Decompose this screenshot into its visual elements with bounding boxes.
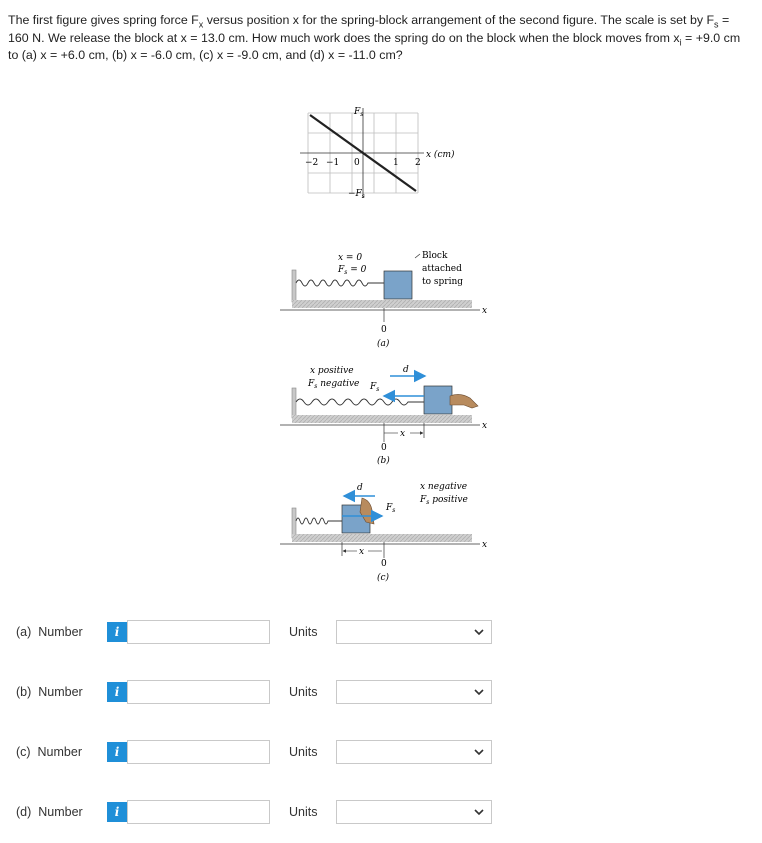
answer-label-a: (a) Number [16, 625, 83, 639]
chevron-down-icon [473, 626, 485, 638]
answer-label-d: (d) Number [16, 805, 83, 819]
panel-c-caption: (c) [377, 573, 390, 583]
panel-b-line1: x positive [310, 366, 354, 376]
graph-x-label: x (cm) [426, 150, 455, 160]
units-select-b[interactable] [336, 680, 492, 704]
panel-b-line2: $F_s$ negative [308, 379, 360, 390]
problem-statement [8, 12, 753, 65]
panel-b-zero: 0 [381, 443, 387, 453]
units-label-a: Units [289, 625, 318, 639]
units-label-d: Units [289, 805, 318, 819]
panel-b-f-label: $F_s$ [370, 382, 380, 393]
force-position-graph [300, 107, 455, 200]
panel-c-wall [292, 508, 296, 538]
spring-block-figure [270, 100, 500, 590]
number-input-b[interactable] [127, 680, 270, 704]
number-input-c[interactable] [127, 740, 270, 764]
panel-b-wall [292, 388, 296, 418]
info-icon[interactable]: i [107, 682, 127, 702]
graph-tick-minus1: −1 [326, 158, 340, 168]
problem-text-1: The first figure gives spring force F [8, 13, 199, 27]
panel-a [280, 251, 487, 349]
panel-b-floor [292, 415, 472, 423]
graph-tick-1: 1 [393, 158, 399, 168]
problem-sub-1: x [198, 19, 204, 30]
panel-a-block-label-2: attached [422, 264, 462, 274]
number-input-a[interactable] [127, 620, 270, 644]
panel-c-line2: $F_s$ positive [420, 495, 468, 506]
info-icon[interactable]: i [107, 742, 127, 762]
answer-row-a [0, 617, 762, 647]
panel-a-block-label-3: to spring [422, 277, 464, 287]
problem-text-3: = 160 N. We release the block at x = 13.0 cm. How much work does the spring do on the block when the block moves from x [8, 13, 730, 45]
chevron-down-icon [473, 806, 485, 818]
answer-label-c: (c) Number [16, 745, 82, 759]
panel-c-floor [292, 534, 472, 542]
graph-fs-bottom-label: $-F_s$ [348, 189, 365, 200]
graph-tick-minus2: −2 [305, 158, 319, 168]
panel-b-caption: (b) [377, 456, 390, 466]
panel-b [280, 365, 487, 466]
units-select-d[interactable] [336, 800, 492, 824]
panel-c-zero: 0 [381, 559, 387, 569]
graph-tick-0: 0 [354, 158, 360, 168]
panel-a-block-label-1: Block [422, 251, 448, 261]
units-select-a[interactable] [336, 620, 492, 644]
problem-text-4: = +9.0 cm to (a) x = +6.0 cm, (b) x = -6.0 cm, (c) x = -9.0 cm, and (d) x = -11.0 cm? [8, 30, 741, 62]
panel-a-spring [296, 280, 384, 286]
units-select-c[interactable] [336, 740, 492, 764]
units-label-c: Units [289, 745, 318, 759]
problem-sub-2: s [714, 19, 719, 30]
graph-fs-top-label: $F_s$ [354, 107, 364, 118]
chevron-down-icon [473, 746, 485, 758]
panel-b-x-axis-label: x [482, 421, 488, 431]
answer-label-b: (b) Number [16, 685, 83, 699]
panel-a-wall [292, 270, 296, 302]
panel-a-floor [292, 300, 472, 308]
answer-row-b [0, 677, 762, 707]
panel-c-x-axis-label: x [482, 540, 488, 550]
panel-a-x-eq: x = 0 [338, 253, 363, 263]
panel-b-d-label: d [403, 365, 409, 375]
answer-row-c [0, 737, 762, 767]
panel-c-line1: x negative [420, 482, 468, 492]
answer-row-d [0, 797, 762, 827]
panel-b-x-mark: x [400, 429, 406, 439]
panel-a-block [384, 271, 412, 299]
panel-a-zero: 0 [381, 325, 387, 335]
panel-b-hand [450, 394, 478, 408]
units-label-b: Units [289, 685, 318, 699]
info-icon[interactable]: i [107, 622, 127, 642]
panel-c-f-label: $F_s$ [386, 503, 396, 514]
panel-c [280, 482, 487, 583]
info-icon[interactable]: i [107, 802, 127, 822]
panel-a-caption: (a) [377, 339, 390, 349]
graph-tick-2: 2 [415, 158, 421, 168]
panel-c-x-mark: x [359, 547, 365, 557]
panel-b-block [424, 386, 452, 414]
problem-sub-3: i [679, 36, 682, 47]
chevron-down-icon [473, 686, 485, 698]
panel-b-spring [296, 399, 424, 405]
problem-text-2: versus position x for the spring-block arrangement of the second figure. The scale is set by F [203, 13, 715, 27]
panel-c-d-label: d [357, 483, 363, 493]
panel-a-f-eq: $F_s = 0$ [338, 265, 367, 276]
panel-a-x-axis-label: x [482, 306, 488, 316]
number-input-d[interactable] [127, 800, 270, 824]
panel-c-spring [296, 518, 342, 524]
